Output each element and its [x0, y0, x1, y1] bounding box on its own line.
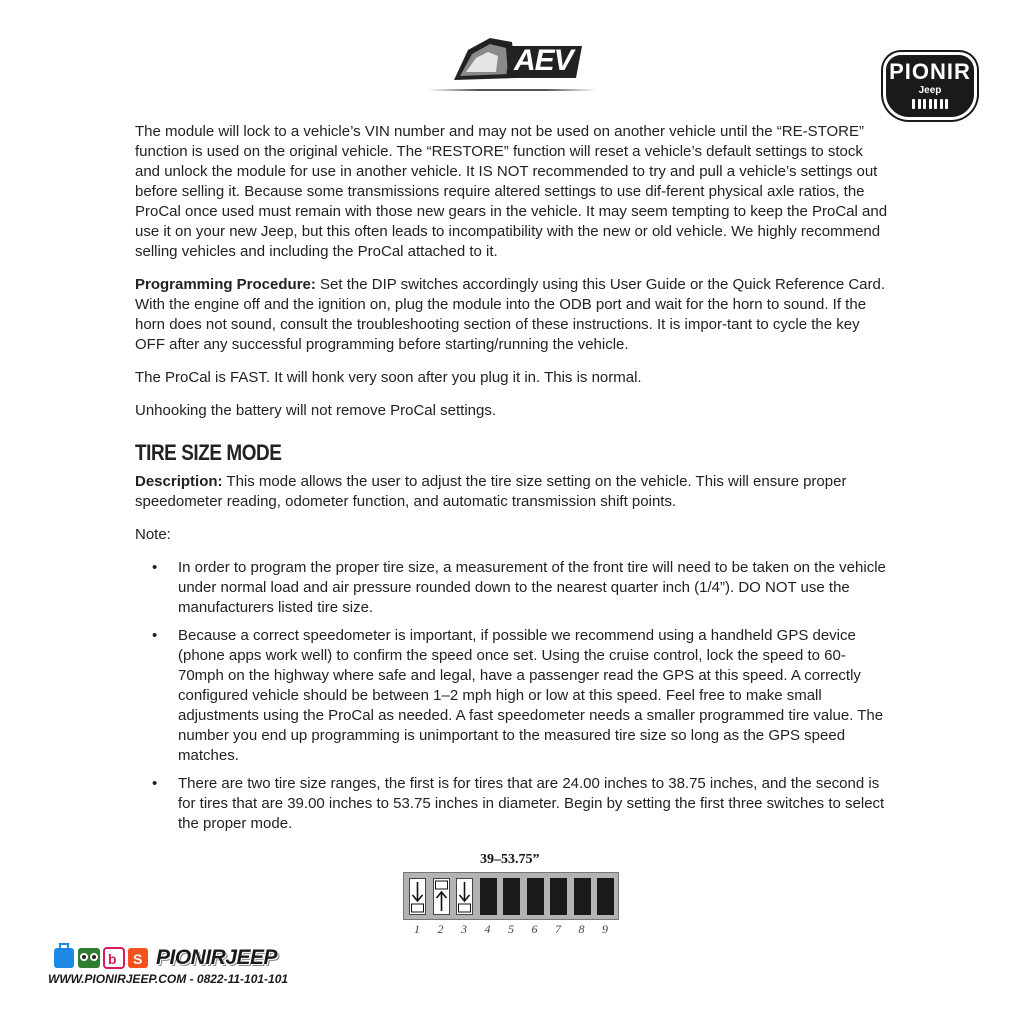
- section-title: TIRE SIZE MODE: [135, 440, 282, 465]
- dip-switch-number: 1: [414, 922, 420, 936]
- bullet-icon: •: [152, 775, 158, 792]
- dip-switch-number: 4: [484, 922, 491, 936]
- dip-switch-6: [527, 878, 544, 915]
- dip-switch-number: 5: [508, 922, 514, 936]
- programming-label: Programming Procedure:: [135, 276, 316, 293]
- note-text: Because a correct speedometer is important, if possible we recommend using a handheld GPS device (phone apps work well) to confirm the speed once set. Using the cruise control, lock the speed to 60-70mph on the highway where safe and legal, have a passenger read the GPS at this speed. A correctly configured vehicle should be between 1–2 mph high or low at this speed. Feel free to make small adjustments using the ProCal as needed. A fast speedometer needs a smaller programmed tire value. The number you end up programming is unimportant to the measured tire size so long as the GPS speed matches.: [178, 627, 884, 764]
- programming-text: Set the DIP switches accordingly using this User Guide or the Quick Reference Card. With the engine off and the ignition on, plug the module into the ODB port and wait for the horn to sound. If the horn does not sound, consult the troubleshooting section of these instructions. It is impor-tant to cycle the key OFF after any successful programming before starting/running the vehicle.: [135, 276, 886, 353]
- notes-list: [135, 558, 891, 834]
- list-item: [135, 558, 891, 618]
- footer-brand: [48, 940, 289, 992]
- dip-switch-1: [409, 878, 426, 915]
- header-divider: [428, 89, 596, 91]
- dip-switch-8: [574, 878, 591, 915]
- arrow-down-icon: [457, 879, 472, 914]
- dip-switch-title: 39–53.75”: [480, 852, 540, 867]
- aev-logo-text: AEV: [514, 44, 573, 77]
- arrow-up-icon: [434, 879, 449, 914]
- dip-switch-4: [480, 878, 497, 915]
- badge-subtext: Jeep: [918, 85, 942, 96]
- dip-switch-number: 9: [602, 922, 608, 936]
- battery-note: Unhooking the battery will not remove ProCal settings.: [135, 402, 497, 419]
- dip-switch-9: [597, 878, 614, 915]
- bullet-icon: •: [152, 627, 158, 644]
- dip-switch-7: [550, 878, 567, 915]
- badge-text: PIONIR: [889, 59, 971, 84]
- note-text: In order to program the proper tire size, a measurement of the front tire will need to be taken on the vehicle under normal load and air pressure rounded down to the nearest quarter inch (1/4”). DO NOT use the manufacturers listed tire size.: [178, 559, 886, 616]
- pionir-jeep-badge: [883, 52, 977, 120]
- note-text: There are two tire size ranges, the first is for tires that are 24.00 inches to 38.75 inches, and the second is for tires that are 39.00 inches to 53.75 inches in diameter. Begin by setting the first three switches to select the proper mode.: [178, 775, 885, 832]
- document-body: [135, 122, 891, 842]
- marketplace-icons: [52, 942, 152, 970]
- dip-switch-2: [433, 878, 450, 915]
- dip-switch-diagram: [403, 872, 619, 920]
- jeep-grille-icon: [912, 99, 948, 109]
- dip-switch-5: [503, 878, 520, 915]
- fast-note: The ProCal is FAST. It will honk very soon after you plug it in. This is normal.: [135, 369, 642, 386]
- description-text: This mode allows the user to adjust the tire size setting on the vehicle. This will ensure proper speedometer reading, odometer function, and automatic transmission shift points.: [135, 473, 847, 510]
- description-label: Description:: [135, 473, 223, 490]
- list-item: [135, 626, 891, 766]
- dip-switch-number: 2: [437, 922, 444, 936]
- programming-paragraph: [135, 275, 891, 355]
- dip-switch-3: [456, 878, 473, 915]
- brand-contact: WWW.PIONIRJEEP.COM - 0822-11-101-101: [48, 972, 289, 986]
- brand-name: PIONIRJEEP: [156, 946, 278, 969]
- arrow-down-icon: [410, 879, 425, 914]
- dip-switch-number: 6: [531, 922, 538, 936]
- description-paragraph: [135, 472, 891, 512]
- bullet-icon: •: [152, 559, 158, 576]
- dip-switch-number: 3: [461, 922, 467, 936]
- intro-paragraph: The module will lock to a vehicle’s VIN number and may not be used on another vehicle until the “RE-STORE” function is used on the original vehicle. The “RESTORE” function will reset a vehicle’s default settings to stock and unlock the module for use in another vehicle. It IS NOT recommended to try and pull a vehicle’s settings out before selling it. Because some transmissions require altered settings to use dif-ferent physical axle ratios, the ProCal once used must remain with those new gears in the vehicle. It may seem tempting to keep the ProCal and use it on your new Jeep, but this often leads to incompatibility with the new or old vehicle. We highly recommend selling vehicles and including the ProCal attached to it.: [135, 123, 888, 260]
- dip-switch-number: 7: [555, 922, 561, 936]
- dip-switch-number: 8: [578, 922, 585, 936]
- note-label: Note:: [135, 526, 171, 543]
- list-item: [135, 774, 891, 834]
- svg-text:b: b: [108, 951, 117, 967]
- svg-text:S: S: [133, 951, 143, 967]
